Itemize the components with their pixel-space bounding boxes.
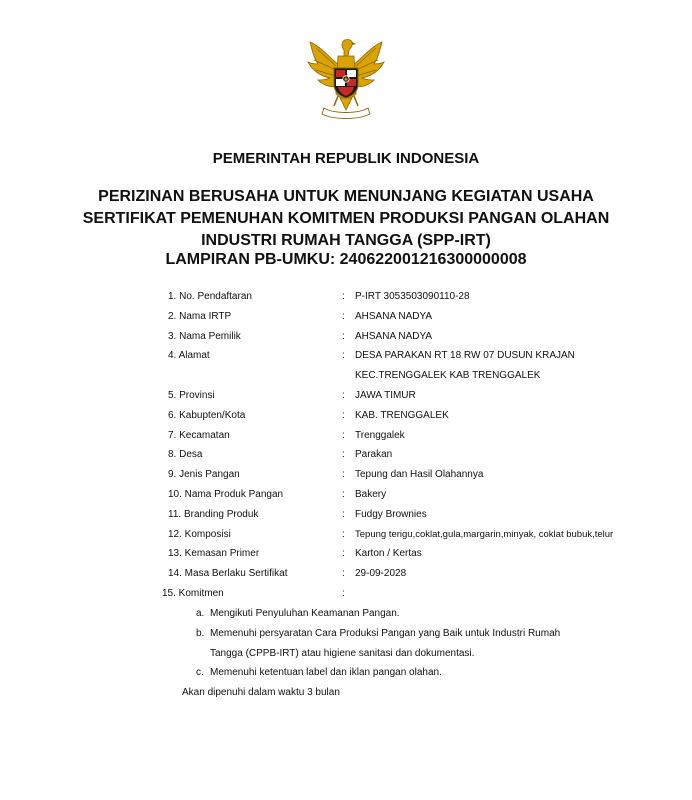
field-value: AHSANA NADYA — [355, 331, 433, 342]
field-value: Tepung dan Hasil Olahannya — [355, 469, 484, 480]
field-value: Trenggalek — [355, 430, 405, 441]
field-colon: : — [342, 449, 345, 460]
field-row-alamat — [0, 348, 692, 364]
field-row-jenis-pangan — [0, 467, 692, 483]
field-colon: : — [342, 331, 345, 342]
field-colon: : — [342, 548, 345, 559]
field-label: 8. Desa — [168, 449, 203, 460]
title-line-4-pb-umku: LAMPIRAN PB-UMKU: 240622001216300000008 — [165, 251, 527, 268]
field-colon: : — [342, 529, 345, 540]
commitment-text: Mengikuti Penyuluhan Keamanan Pangan. — [210, 608, 400, 619]
field-row-no-pendaftaran — [0, 289, 692, 305]
field-colon: : — [342, 311, 345, 322]
field-label: 7. Kecamatan — [168, 430, 230, 441]
commitment-letter: a. — [196, 608, 205, 619]
field-label: 13. Kemasan Primer — [168, 548, 260, 559]
field-value: 29-09-2028 — [355, 568, 407, 579]
commitment-item-b — [196, 626, 646, 642]
title-line-1: PERIZINAN BERUSAHA UNTUK MENUNJANG KEGIATAN USAHA — [98, 188, 594, 205]
commitment-letter: c. — [196, 667, 204, 678]
field-row-branding — [0, 507, 692, 523]
commitment-item-b-cont — [196, 646, 646, 662]
field-value: JAWA TIMUR — [355, 390, 416, 401]
government-heading: PEMERINTAH REPUBLIK INDONESIA — [212, 150, 480, 167]
garuda-pancasila-emblem — [306, 36, 386, 122]
field-colon: : — [342, 489, 345, 500]
commitment-text: Memenuhi ketentuan label dan iklan pangan olahan. — [210, 667, 442, 678]
field-label: 5. Provinsi — [168, 390, 215, 401]
field-row-nama-produk — [0, 487, 692, 503]
commitment-text: Memenuhi persyaratan Cara Produksi Pangan yang Baik untuk Industri Rumah — [210, 628, 561, 639]
field-colon: : — [342, 390, 345, 401]
field-value: KAB. TRENGGALEK — [355, 410, 449, 421]
field-label: 12. Komposisi — [168, 529, 231, 540]
field-value: KEC.TRENGGALEK KAB TRENGGALEK — [355, 370, 541, 381]
field-row-komitmen — [0, 586, 692, 602]
field-row-kemasan — [0, 546, 692, 562]
field-value: AHSANA NADYA — [355, 311, 433, 322]
field-label: 15. Komitmen — [162, 588, 224, 599]
field-row-alamat-cont — [0, 368, 692, 384]
field-row-desa — [0, 447, 692, 463]
emblem-tail — [340, 98, 352, 110]
field-value: Bakery — [355, 489, 387, 500]
field-value: Tepung terigu,coklat,gula,margarin,minyak, coklat bubuk,telur — [355, 529, 614, 540]
field-label: 11. Branding Produk — [168, 509, 259, 520]
field-row-nama-pemilik — [0, 329, 692, 345]
field-label: 9. Jenis Pangan — [168, 469, 240, 480]
field-row-provinsi — [0, 388, 692, 404]
field-colon: : — [342, 568, 345, 579]
field-label: 6. Kabupten/Kota — [168, 410, 246, 421]
emblem-head — [342, 40, 352, 56]
field-label: 2. Nama IRTP — [168, 311, 232, 322]
field-row-komposisi — [0, 527, 692, 543]
commitment-item-a — [196, 606, 646, 622]
field-colon: : — [342, 410, 345, 421]
title-line-2: SERTIFIKAT PEMENUHAN KOMITMEN PRODUKSI PANGAN OLAHAN — [82, 210, 610, 227]
commitment-letter: b. — [196, 628, 205, 639]
field-colon: : — [342, 509, 345, 520]
field-value: Fudgy Brownies — [355, 509, 427, 520]
title-line-3: INDUSTRI RUMAH TANGGA (SPP-IRT) — [201, 232, 491, 249]
field-label: 14. Masa Berlaku Sertifikat — [168, 568, 288, 579]
field-row-kabupaten — [0, 408, 692, 424]
field-row-kecamatan — [0, 428, 692, 444]
field-label: 10. Nama Produk Pangan — [168, 489, 284, 500]
field-row-nama-irtp — [0, 309, 692, 325]
field-colon: : — [342, 291, 345, 302]
field-label: 3. Nama Pemilik — [168, 331, 241, 342]
field-value: Karton / Kertas — [355, 548, 422, 559]
field-label: 1. No. Pendaftaran — [168, 291, 252, 302]
field-colon: : — [342, 430, 345, 441]
commitment-text: Tangga (CPPB-IRT) atau higiene sanitasi dan dokumentasi. — [210, 648, 475, 659]
field-colon: : — [342, 588, 345, 599]
field-colon: : — [342, 350, 345, 361]
field-value: P-IRT 3053503090110-28 — [355, 291, 470, 302]
field-label: 4. Alamat — [168, 350, 210, 361]
field-value: DESA PARAKAN RT 18 RW 07 DUSUN KRAJAN — [355, 350, 575, 361]
footer-note: Akan dipenuhi dalam waktu 3 bulan — [182, 687, 340, 698]
field-colon: : — [342, 469, 345, 480]
commitment-item-c — [196, 665, 646, 681]
field-row-masa-berlaku — [0, 566, 692, 582]
field-value: Parakan — [355, 449, 393, 460]
